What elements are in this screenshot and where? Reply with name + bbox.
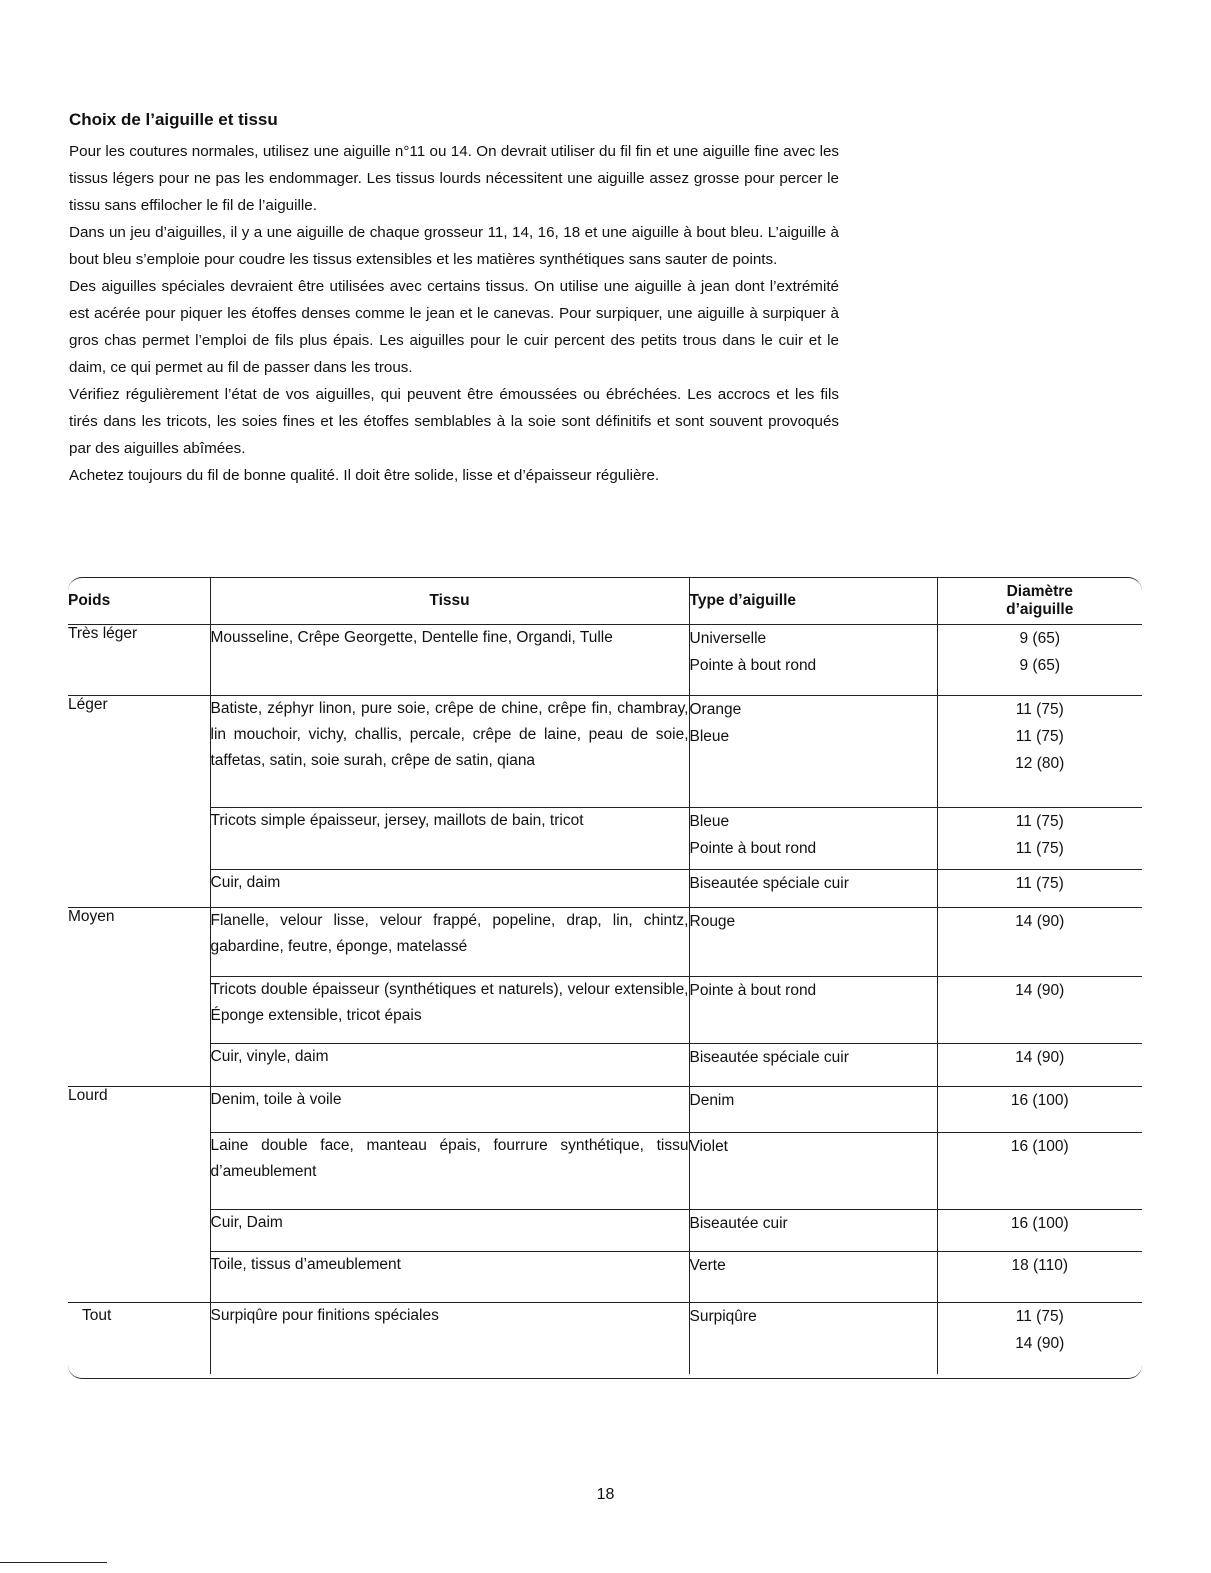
header-diametre-line2: d’aiguille (1006, 600, 1074, 618)
type-value: Pointe à bout rond (689, 840, 817, 857)
diametre-value: 11 (75) (1015, 701, 1064, 718)
diametre-cell (937, 977, 1142, 1044)
diametre-value: 11 (75) (1015, 728, 1064, 745)
type-value: Biseautée spéciale cuir (689, 1049, 849, 1066)
type-value: Surpiqûre (689, 1308, 757, 1325)
type-value: Pointe à bout rond (689, 657, 817, 674)
poids-cell: Moyen (68, 908, 210, 1087)
type-cell (689, 1303, 937, 1374)
diametre-cell (937, 1044, 1142, 1087)
tissu-cell: Laine double face, manteau épais, fourrure synthétique, tissu d’ameublement (210, 1133, 689, 1210)
footer-rule (0, 1562, 107, 1563)
diametre-cell (937, 870, 1142, 908)
tissu-cell: Cuir, daim (210, 870, 689, 908)
tissu-cell: Denim, toile à voile (210, 1087, 689, 1133)
type-cell (689, 908, 937, 977)
header-diametre (937, 577, 1142, 625)
body-text (69, 138, 839, 489)
table-row (68, 696, 1142, 808)
diametre-value: 16 (100) (1010, 1092, 1069, 1109)
type-value: Bleue (689, 813, 730, 830)
header-poids: Poids (68, 577, 210, 625)
table-row (68, 1210, 1142, 1252)
tissu-cell: Cuir, Daim (210, 1210, 689, 1252)
type-cell (689, 1044, 937, 1087)
page-number: 18 (596, 1486, 615, 1503)
diametre-value: 9 (65) (1019, 630, 1060, 647)
diametre-value: 12 (80) (1015, 755, 1065, 772)
type-cell (689, 977, 937, 1044)
header-tissu: Tissu (210, 577, 689, 625)
tissu-cell: Mousseline, Crêpe Georgette, Dentelle fine, Organdi, Tulle (210, 625, 689, 696)
type-value: Violet (689, 1138, 728, 1155)
diametre-cell (937, 1252, 1142, 1303)
diametre-value: 14 (90) (1015, 913, 1065, 930)
type-value: Orange (689, 701, 742, 718)
diametre-cell (937, 908, 1142, 977)
type-cell (689, 1210, 937, 1252)
table-row (68, 1044, 1142, 1087)
type-cell (689, 1087, 937, 1133)
diametre-cell (937, 625, 1142, 696)
tissu-cell: Tricots simple épaisseur, jersey, maillots de bain, tricot (210, 808, 689, 870)
diametre-cell (937, 1087, 1142, 1133)
type-value: Rouge (689, 913, 736, 930)
diametre-cell (937, 696, 1142, 808)
paragraph-needle-set: Dans un jeu d’aiguilles, il y a une aiguille de chaque grosseur 11, 14, 16, 18 et une aiguille à bout bleu. L’aiguille à bout bleu s’emploie pour coudre les tissus extensibles et les matières synthétiques sans sauter de points. (69, 224, 839, 268)
diametre-value: 11 (75) (1015, 813, 1064, 830)
table-row (68, 625, 1142, 696)
diametre-value: 11 (75) (1015, 1308, 1064, 1325)
table-row (68, 1252, 1142, 1303)
poids-cell: Très léger (68, 625, 210, 696)
tissu-cell: Batiste, zéphyr linon, pure soie, crêpe de chine, crêpe fin, chambray, lin mouchoir, vichy, challis, percale, crêpe de laine, peau de soie, taffetas, satin, soie surah, crêpe de satin, qiana (210, 696, 689, 808)
type-cell (689, 1252, 937, 1303)
paragraph-needle-choice: Pour les coutures normales, utilisez une aiguille n°11 ou 14. On devrait utiliser du fil fin et une aiguille fine avec les tissus légers pour ne pas les endommager. Les tissus lourds nécessitent une aiguille assez grosse pour percer le tissu sans effilocher le fil de l’aiguille. (69, 143, 839, 214)
type-value: Bleue (689, 728, 730, 745)
type-value: Biseautée spéciale cuir (689, 875, 849, 892)
table-row (68, 1087, 1142, 1133)
tissu-cell: Toile, tissus d’ameublement (210, 1252, 689, 1303)
paragraph-special-needles: Des aiguilles spéciales devraient être utilisées avec certains tissus. On utilise une aiguille à jean dont l’extrémité est acérée pour piquer les étoffes denses comme le jean et le canevas. Pour surpiquer, une aiguille à surpiquer à gros chas permet l’emploi de fils plus épais. Les aiguilles pour le cuir percent des petits trous dans le cuir et le daim, ce qui permet au fil de passer dans les trous. (69, 278, 839, 376)
type-cell (689, 808, 937, 870)
paragraph-check-needles: Vérifiez régulièrement l’état de vos aiguilles, qui peuvent être émoussées ou ébréchées. Les accrocs et les fils tirés dans les tricots, les soies fines et les étoffes semblables à la soie sont définitifs et sont souvent provoqués par des aiguilles abîmées. (69, 386, 839, 457)
table-row (68, 908, 1142, 977)
diametre-value: 9 (65) (1019, 657, 1060, 674)
tissu-cell: Tricots double épaisseur (synthétiques et naturels), velour extensible, Éponge extensible, tricot épais (210, 977, 689, 1044)
diametre-value: 16 (100) (1010, 1138, 1069, 1155)
section-heading: Choix de l’aiguille et tissu (69, 110, 278, 129)
type-value: Verte (689, 1257, 726, 1274)
diametre-value: 18 (110) (1011, 1257, 1069, 1274)
table-header-row (68, 577, 1142, 625)
type-cell (689, 870, 937, 908)
tissu-cell: Surpiqûre pour finitions spéciales (210, 1303, 689, 1374)
header-diametre-line1: Diamètre (1006, 582, 1073, 600)
type-cell (689, 696, 937, 808)
diametre-cell (937, 1133, 1142, 1210)
poids-cell: Lourd (68, 1087, 210, 1303)
diametre-value: 11 (75) (1015, 875, 1064, 892)
diametre-cell (937, 808, 1142, 870)
type-value: Biseautée cuir (689, 1215, 788, 1232)
diametre-cell (937, 1303, 1142, 1374)
table-row (68, 808, 1142, 870)
diametre-value: 16 (100) (1010, 1215, 1069, 1232)
poids-cell: Tout (68, 1303, 210, 1374)
diametre-value: 14 (90) (1015, 982, 1065, 999)
table-row (68, 977, 1142, 1044)
needle-fabric-table (68, 577, 1142, 1374)
type-value: Pointe à bout rond (689, 982, 817, 999)
poids-cell: Léger (68, 696, 210, 908)
header-type-aiguille: Type d’aiguille (689, 577, 937, 625)
type-value: Universelle (689, 630, 767, 647)
type-cell (689, 1133, 937, 1210)
table-row (68, 1303, 1142, 1374)
table-row (68, 870, 1142, 908)
type-cell (689, 625, 937, 696)
diametre-value: 14 (90) (1015, 1049, 1065, 1066)
diametre-cell (937, 1210, 1142, 1252)
tissu-cell: Cuir, vinyle, daim (210, 1044, 689, 1087)
table-row (68, 1133, 1142, 1210)
diametre-value: 11 (75) (1015, 840, 1064, 857)
paragraph-thread-quality: Achetez toujours du fil de bonne qualité. Il doit être solide, lisse et d’épaisseur régulière. (69, 467, 660, 484)
type-value: Denim (689, 1092, 735, 1109)
diametre-value: 14 (90) (1015, 1335, 1065, 1352)
tissu-cell: Flanelle, velour lisse, velour frappé, popeline, drap, lin, chintz, gabardine, feutre, éponge, matelassé (210, 908, 689, 977)
